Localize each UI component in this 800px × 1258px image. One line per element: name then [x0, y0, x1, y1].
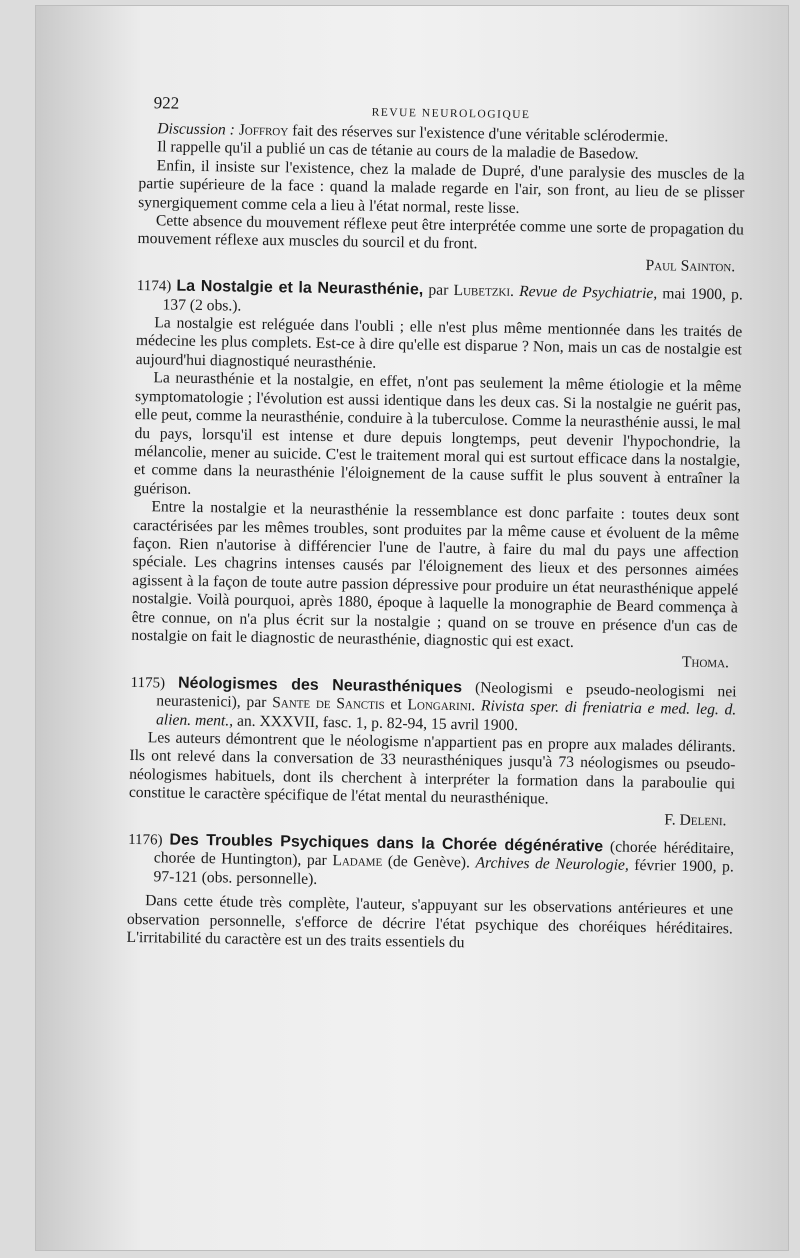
paragraph: Enfin, il insiste sur l'existence, chez la malade de Dupré, d'une paralysie des muscles de la partie supérieure de la face : quand la malade regarde en l'air, son front, au lieu de se plisser synergiquement comme cela a lieu à l'état normal, reste lisse.	[138, 157, 745, 217]
entry-title: Des Troubles Psychiques dans la Chorée dégénérative	[169, 831, 604, 856]
entry-source: Archives de Neurologie,	[475, 854, 629, 875]
paragraph: Dans cette étude très complète, l'auteur, s'appuyant sur les observations antérieures et une observation personnelle, s'efforce de décrire l'état psychique des choréiques héréditaires. L'irritabilité du caractère est un des traits essentiels du	[126, 892, 734, 952]
entry-1175-heading	[130, 674, 737, 739]
entry-number: 1175)	[130, 674, 166, 692]
discussion-name: Joffroy	[238, 121, 289, 140]
entry-subtitle: (Neologismi e pseudo-neologismi nei neurastenici), par	[156, 679, 737, 712]
entry-by: par	[428, 281, 449, 300]
entry-title: La Nostalgie et la Neurasthénie,	[176, 277, 424, 299]
paragraph: La neurasthénie et la nostalgie, en effet, n'ont pas seulement la même étiologie et la même symptomatologie ; l'évolution est aussi identique dans les deux cas. Si la nostalgie ne guérit pas, elle peut, comme la neurasthénie, conduire à la tuberculose. Comme la neurasthénie aussi, le mal du pays, lorsqu'il est intense et dure depuis longtemps, peut devenir l'hypochondrie, la mélancolie, mener au suicide. C'est le traitement moral qui est surtout efficace dans la nostalgie, et comme dans la neurasthénie l'éloignement de la cause suffit le plus souvent à entraîner la guérison.	[133, 369, 742, 498]
discussion-label: Discussion :	[157, 120, 236, 139]
signature: F. Deleni.	[664, 810, 727, 829]
journal-title: REVUE NEUROLOGIQUE	[371, 106, 531, 122]
entry-number: 1174)	[136, 278, 172, 295]
entry-author: Longarini.	[407, 696, 476, 715]
entry-author: Lubetzki.	[453, 282, 515, 301]
paragraph: Entre la nostalgie et la neurasthénie la ressemblance est donc parfaite : toutes deux sont caractérisées par les mêmes troubles, sont produites par la même cause et évoluent de la même façon. Rien n'autorise à différencier l'une de l'autre, à faire du mal du pays une affection spéciale. Les chagrins intenses causés par l'éloignement des lieux et des personnes aimées agissent à la façon de toute autre passion dépressive pour produire un état neurasthénique appelé nostalgie. Voilà pourquoi, après 1880, époque à laquelle la monographie de Beard commença à être connue, on n'a plus écrit sur la nostalgie ; quand on se trouve en présence d'un cas de nostalgie on fait le diagnostic de neurasthénie, diagnostic qui est exact.	[131, 498, 740, 651]
entry-author: Sante de Sanctis	[272, 694, 385, 714]
paragraph: Cette absence du mouvement réflexe peut être interprétée comme une sorte de propagation du mouvement réflexe aux muscles du sourcil et du front.	[137, 212, 744, 253]
page-text	[126, 86, 745, 957]
entry-1176-heading	[127, 831, 734, 896]
signature: Paul Sainton.	[645, 256, 736, 276]
entry-reference: mai 1900, p. 137 (2 obs.).	[162, 285, 743, 315]
entry-and: et	[390, 696, 402, 714]
scanned-page	[36, 6, 788, 1250]
paragraph: La nostalgie est reléguée dans l'oubli ; elle n'est plus même mentionnée dans les traités de médecine les plus complets. Est-ce à dire qu'elle est disparue ? Non, mais un cas de nostalgie est aujourd'hui diagnostiqué neurasthénie.	[135, 314, 743, 372]
entry-source: Revue de Psychiatrie,	[519, 283, 658, 303]
entry-reference: février 1900, p. 97-121 (obs. personnelle).	[153, 857, 734, 888]
entry-location: (de Genève).	[387, 853, 471, 872]
paragraph: Il rappelle qu'il a publié un cas de tétanie au cours de la maladie de Basedow.	[156, 138, 639, 164]
entry-source: Rivista sper. di freniatria e med. leg. d. alien. ment.,	[155, 697, 737, 730]
page-number: 922	[153, 93, 180, 113]
entry-reference: an. XXXVII, fasc. 1, p. 82-94, 15 avril 1900.	[236, 712, 519, 734]
discussion-text: fait des réserves sur l'existence d'une véritable sclérodermie.	[292, 122, 669, 146]
paragraph: Les auteurs démontrent que le néologisme n'appartient pas en propre aux malades délirants. Ils ont relevé dans la conversation de 33 neurasthéniques jusqu'à 73 néologismes ou pseudo-néologismes habituels, dont ils cherchent à interpréter la formation dans la paraboulie qui constitue le caractère spécifique de l'état mental du neurasthénique.	[128, 729, 736, 808]
entry-title: Néologismes des Neurasthéniques	[177, 674, 463, 696]
entry-number: 1176)	[128, 831, 163, 849]
signature: Thoma.	[681, 653, 730, 672]
entry-subtitle: (chorée héréditaire, chorée de Huntington), par	[153, 838, 735, 870]
entry-author: Ladame	[332, 852, 383, 871]
